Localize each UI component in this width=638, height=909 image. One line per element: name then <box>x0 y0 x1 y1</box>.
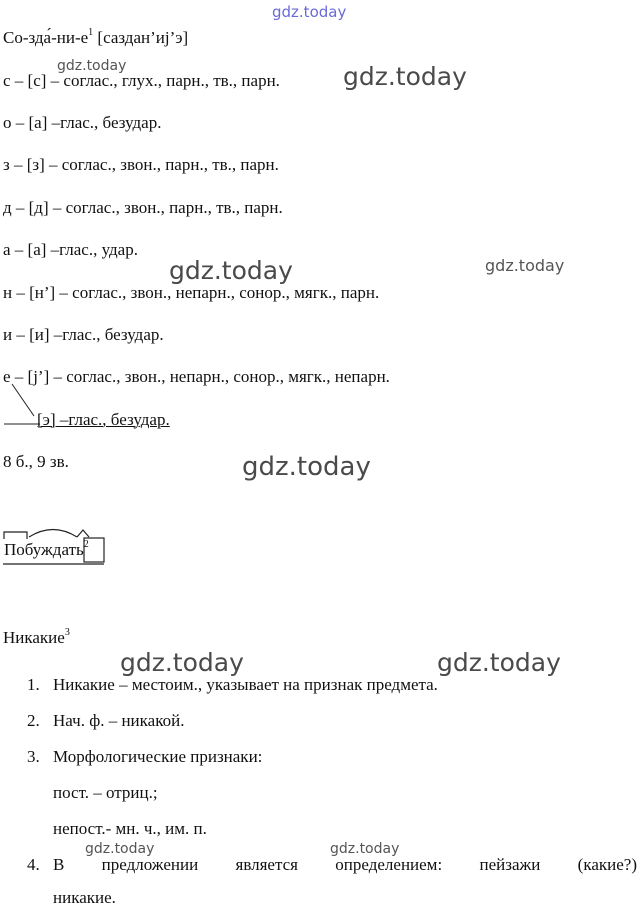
phonetic-line: о – [а] –глас., безудар. <box>3 113 162 132</box>
transcription: [саздан’иј’э] <box>97 28 189 47</box>
word-syllables: Со-зда́-ни-е <box>3 28 89 47</box>
phonetic-line: н – [н’] – соглас., звон., непарн., сонор., мягк., парн. <box>3 283 380 302</box>
constant-features: пост. – отриц.; <box>53 783 158 802</box>
list-item: 2. Нач. ф. – никакой. <box>27 711 185 730</box>
watermark: gdz.today <box>120 648 244 677</box>
nonconstant-features: непост.- мн. ч., им. п. <box>53 819 207 838</box>
watermark: gdz.today <box>485 256 565 275</box>
watermark: gdz.today <box>85 841 155 857</box>
watermark: gdz.today <box>343 62 467 91</box>
watermark: gdz.today <box>330 841 400 857</box>
phonetic-header <box>3 28 188 48</box>
watermark: gdz.today <box>242 452 371 482</box>
root: бужд <box>24 540 62 559</box>
phonetic-line: с – [с] – соглас., глух., парн., тв., парн. <box>3 71 280 90</box>
footnote-marker: 2 <box>83 539 89 551</box>
phonetic-line: и – [и] –глас., безудар. <box>3 325 164 344</box>
watermark: gdz.today <box>437 648 561 677</box>
watermark: gdz.today <box>169 256 293 285</box>
item4-line2: никакие. <box>53 888 116 907</box>
list-item: 4. В предложении является определением: пейзажи (какие?) <box>27 855 637 874</box>
morpheme-parse <box>3 524 163 564</box>
watermark: gdz.today <box>57 58 127 74</box>
item4-line1: В предложении является определением: пейзажи (какие?) <box>53 855 637 874</box>
phonetic-line: д – [д] – соглас., звон., парн., тв., парн. <box>3 198 283 217</box>
summary-count: 8 б., 9 зв. <box>3 452 69 471</box>
footnote-marker: 3 <box>64 627 70 639</box>
footnote-marker: 1 <box>88 27 94 39</box>
list-item: 1. Никакие – местоим., указывает на признак предмета. <box>27 675 438 694</box>
phonetic-line: [э] –глас., безудар. <box>37 410 170 429</box>
watermark-top: gdz.today <box>272 3 347 21</box>
suffix: а <box>61 540 69 559</box>
morph-word: Никакие$^3$ <box>3 627 70 647</box>
prefix: По <box>4 540 25 559</box>
phonetic-line: з – [з] – соглас., звон., парн., тв., парн. <box>3 155 279 174</box>
phonetic-line: е – [j’] – соглас., звон., непарн., сонор., мягк., непарн. <box>3 367 390 386</box>
list-item: 3. Морфологические признаки: <box>27 747 263 766</box>
phonetic-line: а – [а] –глас., удар. <box>3 240 138 259</box>
morpheme-word <box>4 540 89 560</box>
ending: ть <box>68 540 84 559</box>
